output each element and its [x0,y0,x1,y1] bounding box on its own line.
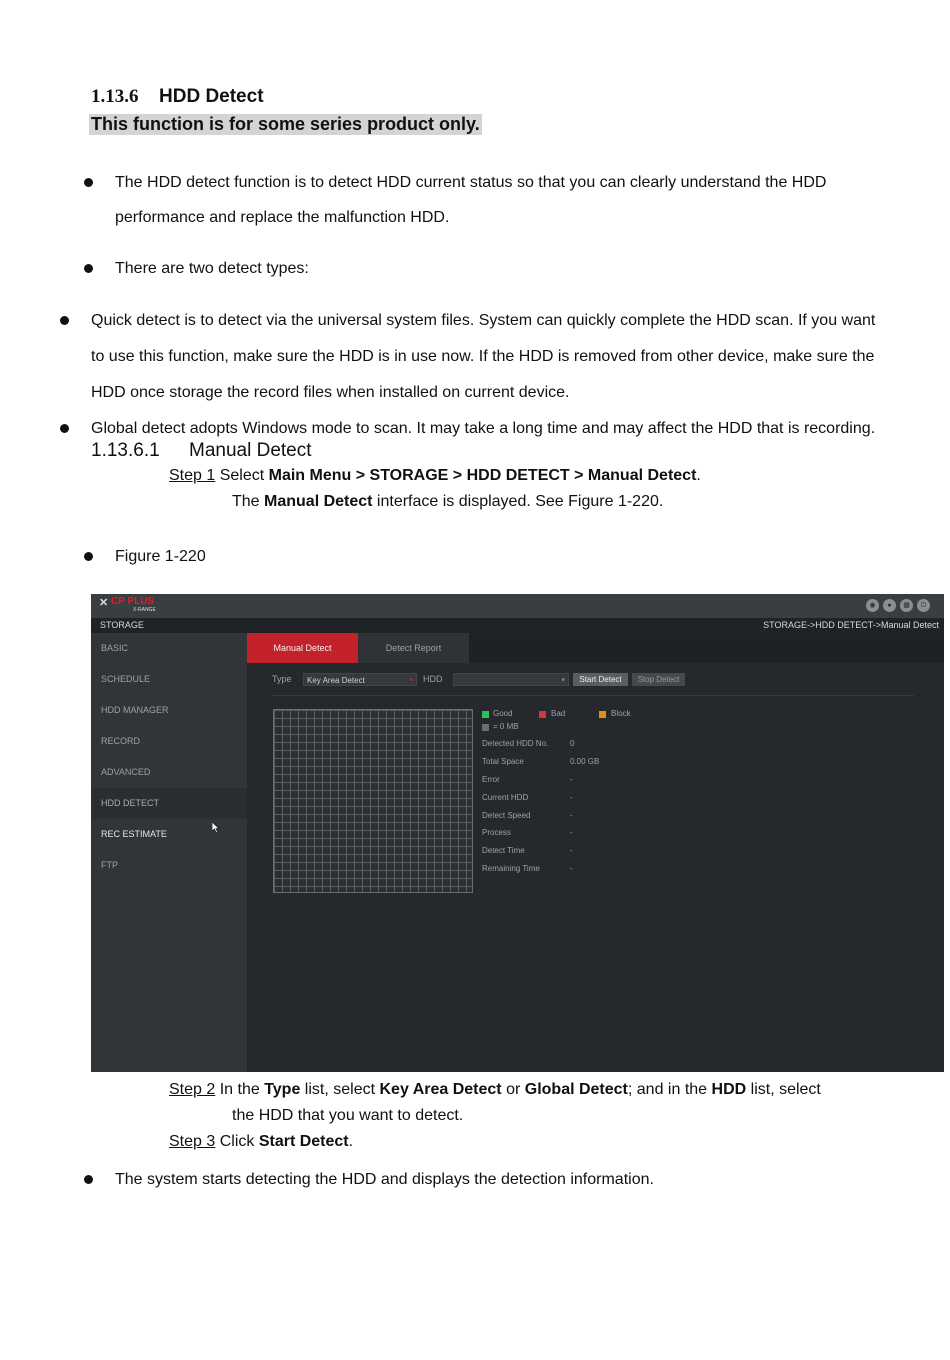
sidebar-item-schedule[interactable]: SCHEDULE [101,674,151,684]
step-emphasis: Global Detect [524,1081,628,1098]
step-text: . [696,467,701,484]
live-view-icon[interactable]: ◉ [866,599,879,612]
sidebar-item-hdd-manager[interactable]: HDD MANAGER [101,705,169,715]
divider [272,695,914,696]
bullet-text: The system starts detecting the HDD and displays the detection information. [115,1171,654,1188]
bullet-text: performance and replace the malfunction HDD. [115,209,450,226]
sidebar-item-basic[interactable]: BASIC [101,643,129,653]
legend-bad: Bad [551,709,566,718]
info-value: 0 [570,739,575,748]
step-3 [169,1132,353,1152]
legend-block: Block [611,709,631,718]
subsection-number: 1.13.6.1 [91,440,160,461]
info-label: Error [482,775,500,784]
step-label: Step 2 [169,1081,216,1098]
bullet-text: Global detect adopts Windows mode to scan. It may take a long time and may affect the HDD that is recording. [91,420,876,437]
info-value: - [570,846,573,855]
step-label: Step 1 [169,467,216,484]
unit-swatch [482,724,489,731]
step-2-detail: the HDD that you want to detect. [232,1107,464,1124]
bullet-dot [84,178,93,187]
step-text: . [348,1133,354,1150]
sidebar-item-ftp[interactable]: FTP [101,860,118,870]
bullet-text: There are two detect types: [115,260,309,277]
info-label: Remaining Time [482,864,540,873]
type-label: Type [272,674,292,684]
bullet-dot [84,264,93,273]
power-icon[interactable]: ⏻ [917,599,930,612]
bullet-dot [84,552,93,561]
info-label: Detected HDD No. [482,739,549,748]
info-value: - [570,828,573,837]
bullet-dot [84,1175,93,1184]
bullet-text: HDD once storage the record files when installed on current device. [91,384,570,401]
bullet-text: to use this function, make sure the HDD is in use now. If the HDD is removed from other device, make sure the [91,348,875,365]
brand-logo-sub: X-RANGE [133,607,156,613]
info-label: Total Space [482,757,524,766]
type-select-value: Key Area Detect [307,676,365,685]
section-note: This function is for some series product only. [91,114,480,134]
main-panel [247,633,944,1072]
step-emphasis: Start Detect [258,1133,349,1150]
brand-logo: CP PLUS [111,596,155,607]
info-label: Current HDD [482,793,529,802]
step-text: In the [215,1081,265,1098]
sidebar [91,633,247,1072]
info-label: Detect Speed [482,811,531,820]
info-value: - [570,811,573,820]
bullet-dot [60,316,69,325]
tab-manual-detect[interactable]: Manual Detect [247,633,358,663]
step-emphasis: Key Area Detect [379,1081,502,1098]
grid-icon[interactable]: ▦ [900,599,913,612]
tab-detect-report[interactable]: Detect Report [358,633,469,663]
section-title: HDD Detect [159,86,264,107]
step-text: interface is displayed. See Figure 1-220. [372,493,664,510]
step-text: ; and in the [627,1081,712,1098]
info-label: Process [482,828,511,837]
bad-swatch [539,711,546,718]
subsection-title: Manual Detect [189,440,312,461]
good-swatch [482,711,489,718]
sidebar-item-rec-estimate[interactable]: REC ESTIMATE [101,829,167,839]
title-bar [91,618,944,633]
start-detect-button[interactable]: Start Detect [573,673,628,686]
step-1-detail [232,492,663,512]
bullet-text: The HDD detect function is to detect HDD current status so that you can clearly understand the HDD [115,174,827,191]
step-emphasis: HDD [711,1081,747,1098]
step-text: Click [215,1133,259,1150]
legend-unit: = 0 MB [493,722,519,731]
breadcrumb: STORAGE->HDD DETECT->Manual Detect [763,620,939,630]
bullet-text: Quick detect is to detect via the universal system files. System can quickly complete the HDD scan. If you want [91,312,876,329]
type-select[interactable] [303,673,417,686]
manual-detect-screenshot [91,594,944,1072]
info-value: - [570,793,573,802]
menu-icon[interactable]: ✕ [99,597,109,609]
hdd-select[interactable] [453,673,569,686]
chevron-down-icon: ▾ [561,677,565,684]
legend-good: Good [493,709,513,718]
info-label: Detect Time [482,846,525,855]
step-emphasis: Type [264,1081,301,1098]
menu-path: Main Menu > STORAGE > HDD DETECT > Manual Detect [268,467,697,484]
sidebar-item-record[interactable]: RECORD [101,736,141,746]
detect-grid [273,709,473,893]
step-text: The [232,493,265,510]
mouse-cursor-icon [212,822,220,833]
user-icon[interactable]: ● [883,599,896,612]
stop-detect-button[interactable]: Stop Detect [632,673,685,686]
step-label: Step 3 [169,1133,216,1150]
step-text: Select [215,467,269,484]
step-emphasis: Manual Detect [264,493,373,510]
figure-caption: Figure 1-220 [115,548,206,565]
info-value: 0.00 GB [570,757,600,766]
block-swatch [599,711,606,718]
step-2 [169,1080,821,1100]
info-value: - [570,775,573,784]
section-number: 1.13.6 [91,86,139,107]
sidebar-item-hdd-detect[interactable]: HDD DETECT [91,788,247,819]
sidebar-item-advanced[interactable]: ADVANCED [101,767,151,777]
step-text: list, select [746,1081,821,1098]
chevron-down-icon: ▾ [409,677,413,684]
step-1 [169,466,701,486]
bullet-dot [60,424,69,433]
step-text: or [501,1081,525,1098]
info-value: - [570,864,573,873]
tab-strip [247,633,944,663]
hdd-label: HDD [423,674,443,684]
storage-label: STORAGE [100,620,144,630]
top-bar [91,594,944,618]
step-text: list, select [300,1081,380,1098]
